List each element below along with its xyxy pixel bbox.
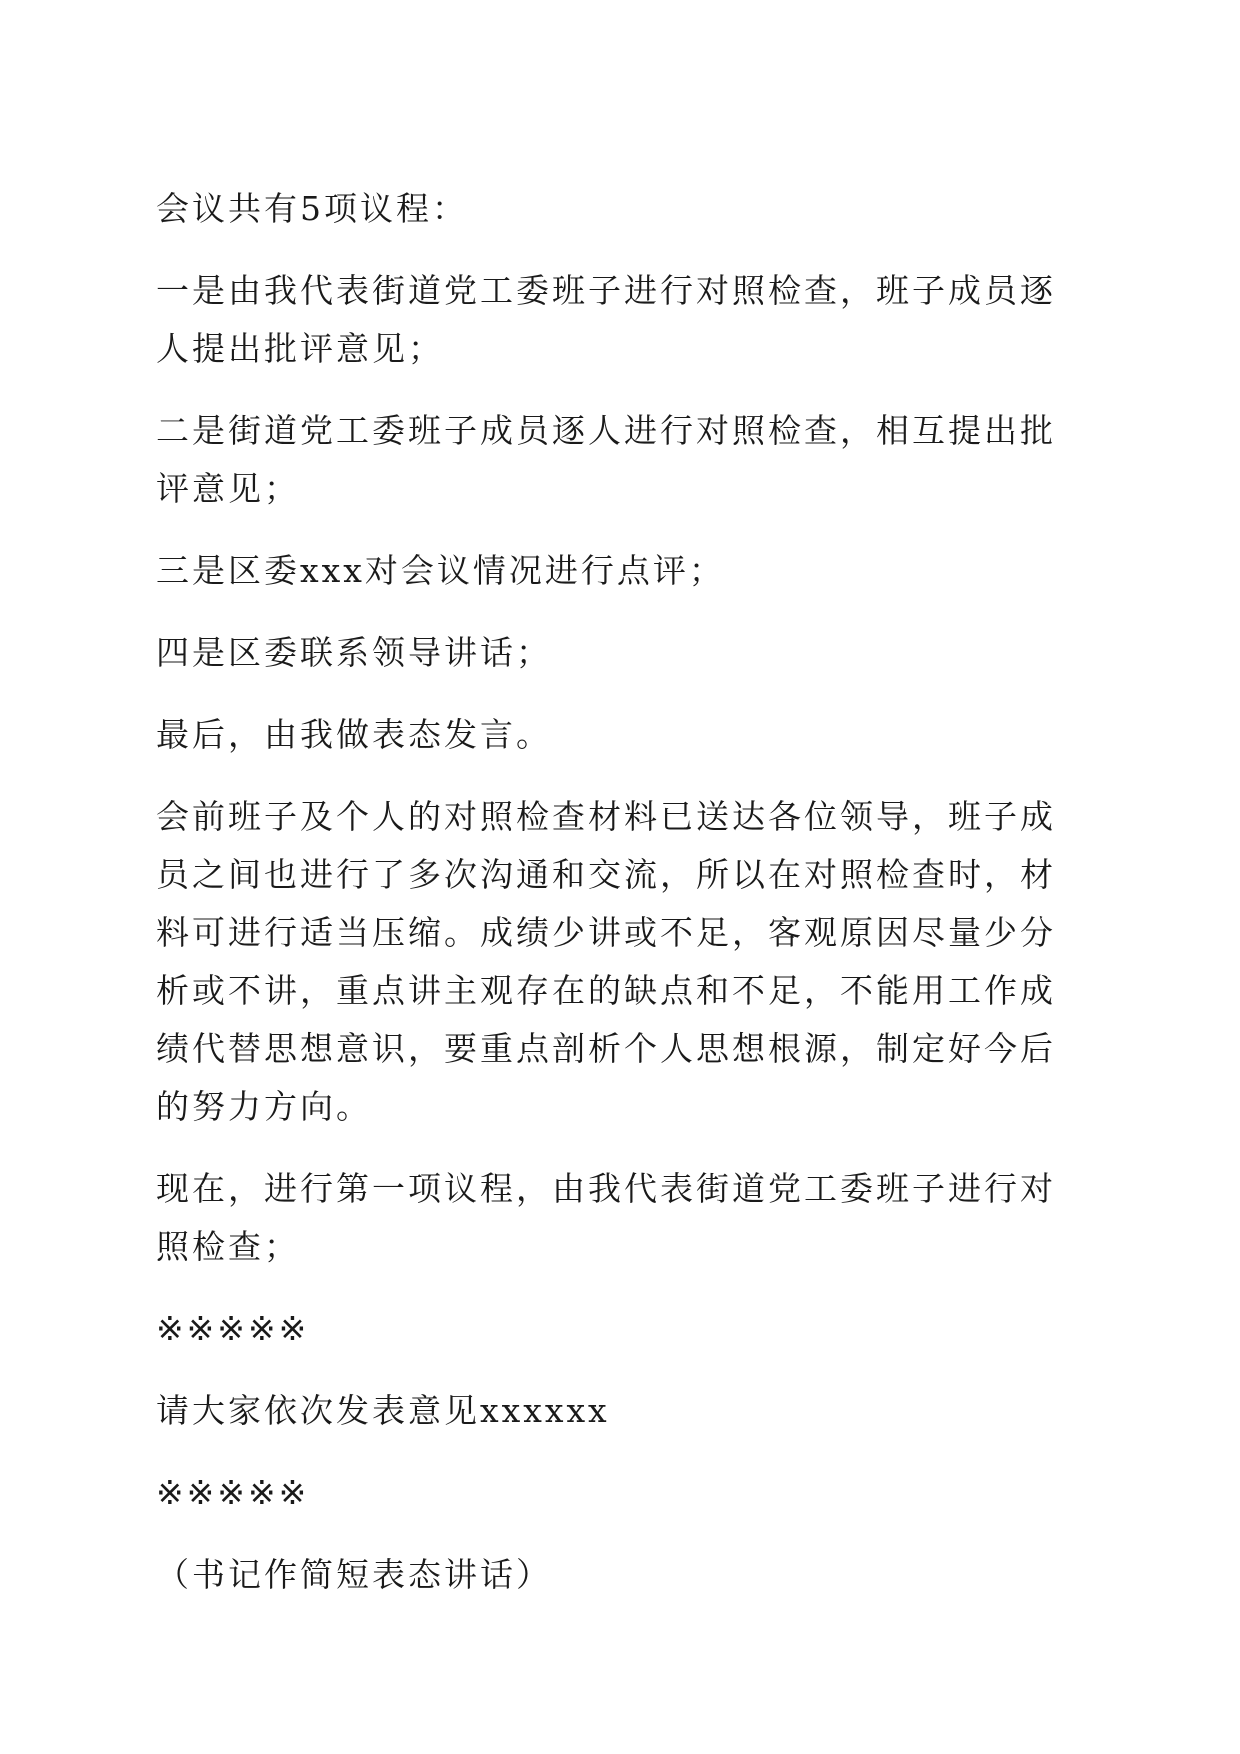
separator-1: ※※※※※	[156, 1309, 310, 1348]
pre-meeting-notes: 会前班子及个人的对照检查材料已送达各位领导，班子成员之间也进行了多次沟通和交流，所以在对照检查时，材料可进行适当压缩。成绩少讲或不足，客观原因尽量少分析或不讲，重点讲主观存在的缺点和不足，不能用工作成绩代替思想意识，要重点剖析个人思想根源，制定好今后的努力方向。	[156, 797, 1056, 1126]
agenda-item-3: 三是区委xxx对会议情况进行点评；	[156, 551, 725, 590]
document-body	[156, 180, 1076, 1628]
agenda-item-4: 四是区委联系领导讲话；	[156, 633, 552, 672]
agenda-intro: 会议共有5项议程：	[156, 189, 468, 228]
separator-2: ※※※※※	[156, 1473, 310, 1512]
first-agenda-start: 现在，进行第一项议程，由我代表街道党工委班子进行对照检查；	[156, 1169, 1056, 1266]
agenda-item-2: 二是街道党工委班子成员逐人进行对照检查，相互提出批评意见；	[156, 411, 1056, 508]
agenda-item-1: 一是由我代表街道党工委班子进行对照检查，班子成员逐人提出批评意见；	[156, 271, 1056, 368]
agenda-item-5: 最后，由我做表态发言。	[156, 715, 552, 754]
secretary-remark: （书记作简短表态讲话）	[156, 1555, 552, 1594]
invite-opinions: 请大家依次发表意见xxxxxx	[156, 1391, 610, 1430]
